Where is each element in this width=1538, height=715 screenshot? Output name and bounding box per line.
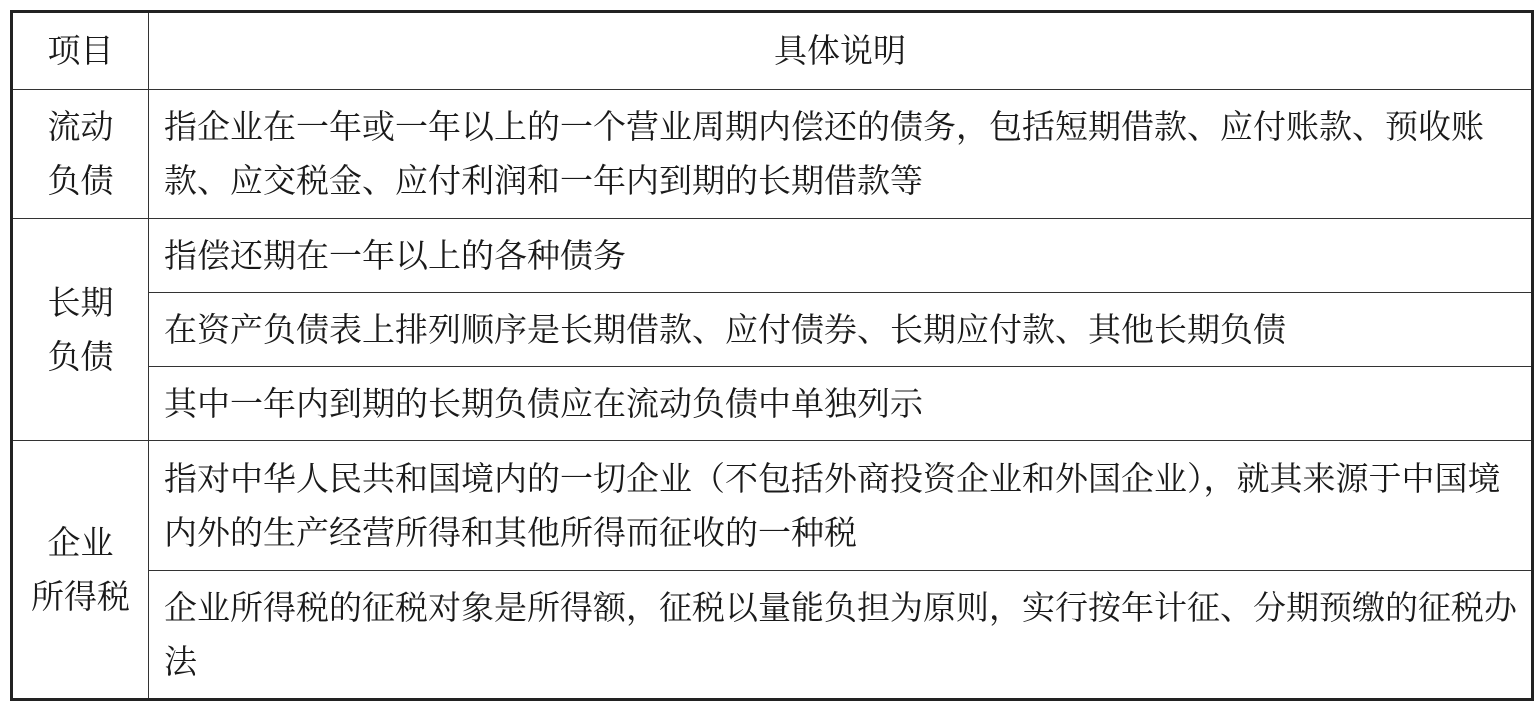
liability-tax-table xyxy=(10,10,1534,701)
item-label: 企业 所得税 xyxy=(31,522,130,616)
description-cell: 其中一年内到期的长期负债应在流动负债中单独列示 xyxy=(149,367,1533,441)
table-row xyxy=(12,367,1533,441)
item-long-term-liabilities xyxy=(12,219,149,441)
table-row xyxy=(12,90,1533,219)
item-current-liabilities xyxy=(12,90,149,219)
table-row xyxy=(12,293,1533,367)
description-cell: 指企业在一年或一年以上的一个营业周期内偿还的债务，包括短期借款、应付账款、预收账款、应交税金、应付利润和一年内到期的长期借款等 xyxy=(149,90,1533,219)
header-item: 项目 xyxy=(12,12,149,90)
header-row xyxy=(12,12,1533,90)
header-description: 具体说明 xyxy=(149,12,1533,90)
table-row xyxy=(12,441,1533,571)
item-enterprise-income-tax xyxy=(12,441,149,700)
table-row xyxy=(12,219,1533,293)
table-row xyxy=(12,571,1533,700)
item-label: 流动 负债 xyxy=(47,107,114,200)
description-cell: 企业所得税的征税对象是所得额，征税以量能负担为原则，实行按年计征、分期预缴的征税办法 xyxy=(149,571,1533,700)
description-cell: 在资产负债表上排列顺序是长期借款、应付债券、长期应付款、其他长期负债 xyxy=(149,293,1533,367)
description-cell: 指对中华人民共和国境内的一切企业（不包括外商投资企业和外国企业），就其来源于中国境内外的生产经营所得和其他所得而征收的一种税 xyxy=(149,441,1533,571)
description-cell: 指偿还期在一年以上的各种债务 xyxy=(149,219,1533,293)
item-label: 长期 负债 xyxy=(47,282,114,376)
